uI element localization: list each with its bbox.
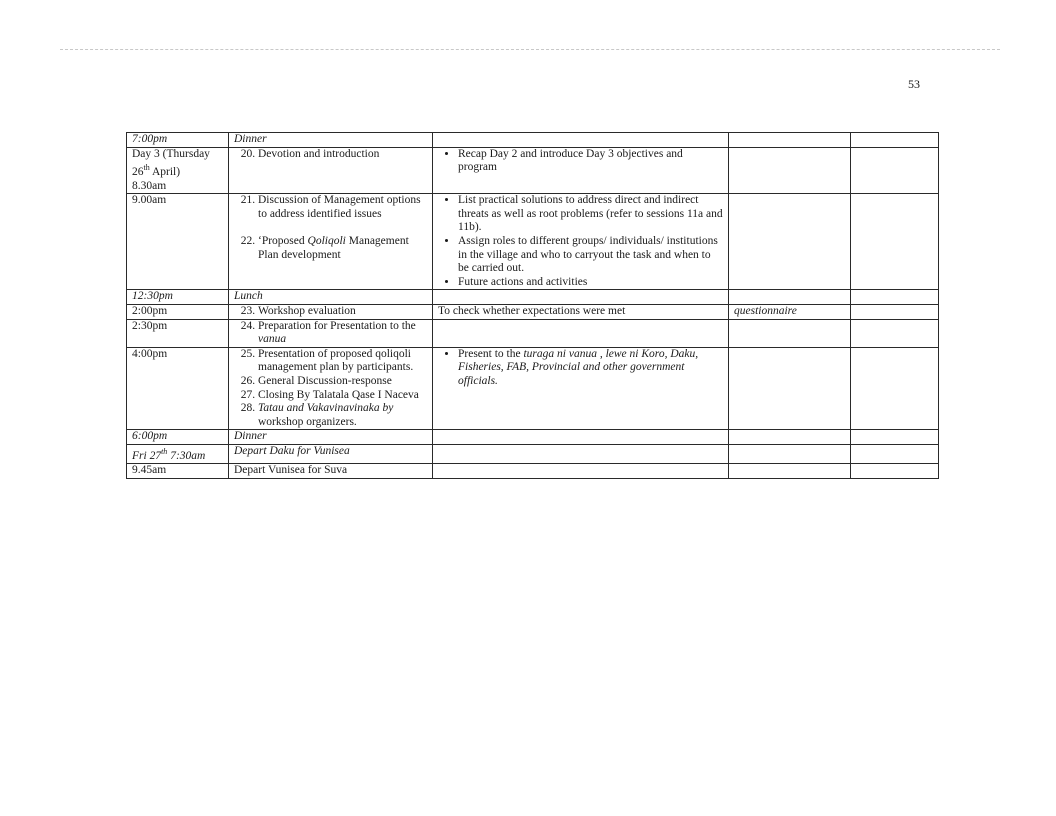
bullet-list	[438, 348, 723, 389]
details-cell	[433, 147, 729, 194]
table-row	[127, 464, 939, 479]
page-number: 53	[908, 77, 920, 91]
list-item: 23. Workshop evaluation	[258, 305, 427, 319]
notes-cell	[851, 347, 939, 430]
table-row	[127, 347, 939, 430]
notes-cell	[851, 304, 939, 319]
time-cell: Fri 27th 7:30am	[127, 444, 229, 463]
session-list	[234, 348, 427, 430]
time-cell: 6:00pm	[127, 430, 229, 445]
list-item: 20. Devotion and introduction	[258, 148, 427, 162]
list-item: 21. Discussion of Management options to address identified issues	[258, 194, 427, 221]
details-cell: To check whether expectations were met	[433, 304, 729, 319]
session-list	[234, 194, 427, 262]
session-list	[234, 320, 427, 347]
notes-cell	[851, 290, 939, 305]
method-cell	[729, 194, 851, 290]
workshop-schedule-table	[126, 132, 939, 479]
time-cell: Day 3 (Thursday 26th April) 8.30am	[127, 147, 229, 194]
table-row	[127, 290, 939, 305]
details-cell	[433, 194, 729, 290]
notes-cell	[851, 319, 939, 347]
activity-cell: Dinner	[229, 430, 433, 445]
time-cell: 4:00pm	[127, 347, 229, 430]
details-cell	[433, 430, 729, 445]
list-item: 22. ‘Proposed Qoliqoli Management Plan development	[258, 235, 427, 262]
time-cell: 2:00pm	[127, 304, 229, 319]
scan-artifact-line	[60, 49, 1000, 50]
activity-cell	[229, 194, 433, 290]
session-list	[234, 305, 427, 319]
method-cell	[729, 290, 851, 305]
activity-cell: Lunch	[229, 290, 433, 305]
notes-cell	[851, 147, 939, 194]
table-row	[127, 444, 939, 463]
table-row	[127, 147, 939, 194]
list-item: • Future actions and activities	[458, 276, 723, 290]
activity-cell	[229, 147, 433, 194]
spacer	[258, 221, 427, 235]
notes-cell	[851, 430, 939, 445]
activity-cell	[229, 347, 433, 430]
list-item: 27. Closing By Talatala Qase I Naceva	[258, 389, 427, 403]
details-cell	[433, 319, 729, 347]
table-row	[127, 319, 939, 347]
session-list	[234, 148, 427, 162]
activity-cell: Depart Daku for Vunisea	[229, 444, 433, 463]
list-item: 24. Preparation for Presentation to the vanua	[258, 320, 427, 347]
time-cell: 2:30pm	[127, 319, 229, 347]
details-cell	[433, 444, 729, 463]
time-cell: 7:00pm	[127, 133, 229, 148]
activity-cell: Dinner	[229, 133, 433, 148]
list-item: 26. General Discussion-response	[258, 375, 427, 389]
bullet-list	[438, 194, 723, 289]
bullet-list	[438, 148, 723, 175]
method-cell	[729, 464, 851, 479]
list-item: • List practical solutions to address direct and indirect threats as well as root problems (refer to sessions 11a and 11b).	[458, 194, 723, 235]
method-cell	[729, 147, 851, 194]
list-item: 28. Tatau and Vakavinavinaka by workshop organizers.	[258, 402, 427, 429]
activity-cell	[229, 304, 433, 319]
details-cell	[433, 464, 729, 479]
details-cell	[433, 133, 729, 148]
method-cell	[729, 430, 851, 445]
table-row	[127, 430, 939, 445]
activity-cell	[229, 319, 433, 347]
notes-cell	[851, 444, 939, 463]
list-item: • Assign roles to different groups/ individuals/ institutions in the village and who to carryout the task and when to be carried out.	[458, 235, 723, 276]
time-cell: 12:30pm	[127, 290, 229, 305]
details-cell	[433, 347, 729, 430]
notes-cell	[851, 133, 939, 148]
notes-cell	[851, 464, 939, 479]
table-row	[127, 304, 939, 319]
activity-cell: Depart Vunisea for Suva	[229, 464, 433, 479]
method-cell	[729, 319, 851, 347]
method-cell: questionnaire	[729, 304, 851, 319]
time-cell: 9.45am	[127, 464, 229, 479]
time-cell: 9.00am	[127, 194, 229, 290]
method-cell	[729, 444, 851, 463]
table-row	[127, 133, 939, 148]
method-cell	[729, 347, 851, 430]
list-item: • Present to the turaga ni vanua , lewe ni Koro, Daku, Fisheries, FAB, Provincial and other government officials.	[458, 348, 723, 389]
list-item: • Recap Day 2 and introduce Day 3 objectives and program	[458, 148, 723, 175]
list-item: 25. Presentation of proposed qoliqoli management plan by participants.	[258, 348, 427, 375]
method-cell	[729, 133, 851, 148]
table-row	[127, 194, 939, 290]
details-cell	[433, 290, 729, 305]
notes-cell	[851, 194, 939, 290]
